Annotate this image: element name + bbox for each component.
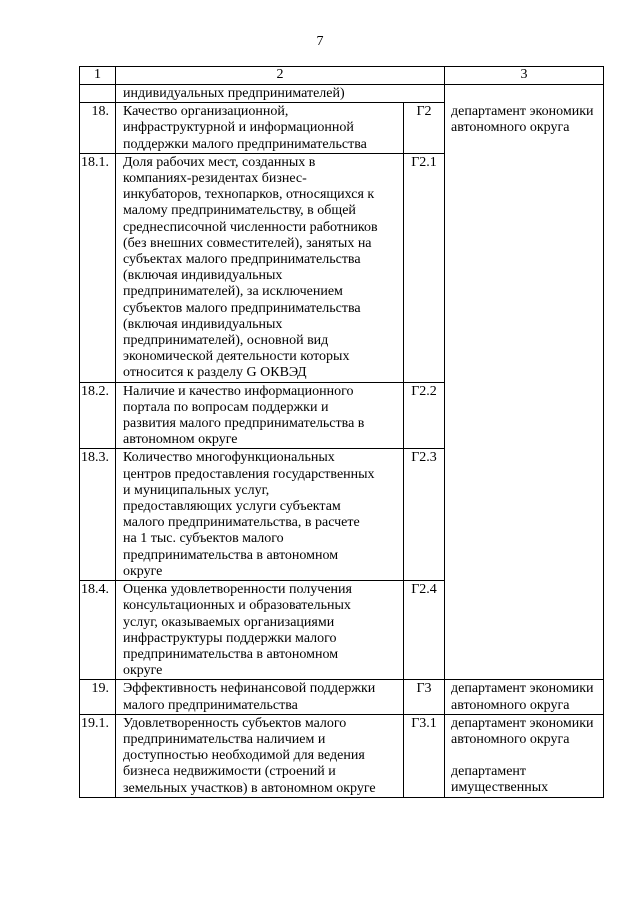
text-line: центров предоставления государственных [123,466,375,482]
text-line: Эффективность нефинансовой поддержки [123,681,376,697]
row-code: Г2.2 [404,382,445,449]
department-line: автономного округа [451,119,570,135]
row-indicator-text [116,680,404,714]
text-line: (включая индивидуальных [123,268,283,284]
text-line: инфраструктурной и информационной [123,120,354,136]
text-line: Доля рабочих мест, созданных в [123,154,316,170]
row-department [445,714,604,797]
row-number: 19.1. [80,714,116,797]
text-line: малого предпринимательства [123,697,298,713]
text-line: портала по вопросам поддержки и [123,399,329,415]
row-number: 19. [80,680,116,714]
row-indicator-text [116,153,404,382]
department-line: департамент экономики [451,103,594,119]
row-department [445,680,604,714]
text-line: на 1 тыс. субъектов малого [123,531,284,547]
text-line: (включая индивидуальных [123,316,283,332]
text-line: бизнеса недвижимости (строений и [123,764,336,780]
row-indicator-text [116,382,404,449]
indicators-table [79,66,604,798]
text-line: предпринимательства в автономном [123,547,339,563]
department-line: автономного округа [451,731,570,747]
row-indicator-text [116,449,404,581]
text-line: предпринимателей), основной вид [123,333,329,349]
text-line: Наличие и качество информационного [123,383,354,399]
text-line: компаниях-резидентах бизнес- [123,171,307,187]
text-line: округе [123,663,163,679]
row-number: 18. [80,103,116,154]
continuation-text: индивидуальных предпринимателей) [116,85,445,103]
department-line: департамент экономики [451,715,594,731]
text-line: развития малого предпринимательства в [123,416,365,432]
row-code: Г3 [404,680,445,714]
row-department [445,103,604,680]
text-line: инкубаторов, технопарков, относящихся к [123,187,375,203]
row-indicator-text [116,581,404,680]
header-row [80,67,604,85]
text-line: и муниципальных услуг, [123,482,270,498]
header-col-2: 2 [116,67,445,85]
row-code: Г2.4 [404,581,445,680]
text-line: субъектах малого предпринимательства [123,252,361,268]
row-number: 18.4. [80,581,116,680]
text-line: консультационных и образовательных [123,598,351,614]
text-line: инфраструктуры поддержки малого [123,630,337,646]
row-number: 18.3. [80,449,116,581]
text-line: (без внешних совместителей), занятых на [123,235,372,251]
department-line: департамент экономики [451,681,594,697]
text-line: автономном округе [123,432,238,448]
row-code: Г3.1 [404,714,445,797]
table-row [80,103,604,154]
header-col-1: 1 [80,67,116,85]
text-line: Качество организационной, [123,104,289,120]
text-line: Оценка удовлетворенности получения [123,582,352,598]
header-col-3: 3 [445,67,604,85]
row-code: Г2.1 [404,153,445,382]
text-line: предоставляющих услуги субъектам [123,499,341,515]
text-line: предпринимателей), за исключением [123,284,343,300]
row-number: 18.2. [80,382,116,449]
table-row [80,680,604,714]
department-line: имущественных [451,780,549,796]
text-line: предпринимательства наличием и [123,731,326,747]
row-indicator-text [116,103,404,154]
text-line: малому предпринимательству, в общей [123,203,356,219]
text-line: экономической деятельности которых [123,349,350,365]
text-line: доступностью необходимой для ведения [123,748,365,764]
text-line: Удовлетворенность субъектов малого [123,715,347,731]
table-row [80,714,604,797]
continuation-dept-cell [445,85,604,103]
continuation-row [80,85,604,103]
department-line: автономного округа [451,697,570,713]
department-line [451,748,600,764]
text-line: среднесписочной численности работников [123,219,378,235]
text-line: малого предпринимательства, в расчете [123,515,360,531]
text-line: услуг, оказываемых организациями [123,614,335,630]
text-line: субъектов малого предпринимательства [123,300,361,316]
continuation-num-cell [80,85,116,103]
text-line: поддержки малого предпринимательства [123,136,367,152]
text-line: предпринимательства в автономном [123,646,339,662]
page-number: 7 [316,34,324,49]
text-line: округе [123,563,163,579]
row-indicator-text [116,714,404,797]
row-code: Г2 [404,103,445,154]
text-line: Количество многофункциональных [123,450,335,466]
text-line: земельных участков) в автономном округе [123,780,376,796]
text-line: относится к разделу G ОКВЭД [123,365,307,381]
row-code: Г2.3 [404,449,445,581]
department-line: департамент [451,764,527,780]
row-number: 18.1. [80,153,116,382]
